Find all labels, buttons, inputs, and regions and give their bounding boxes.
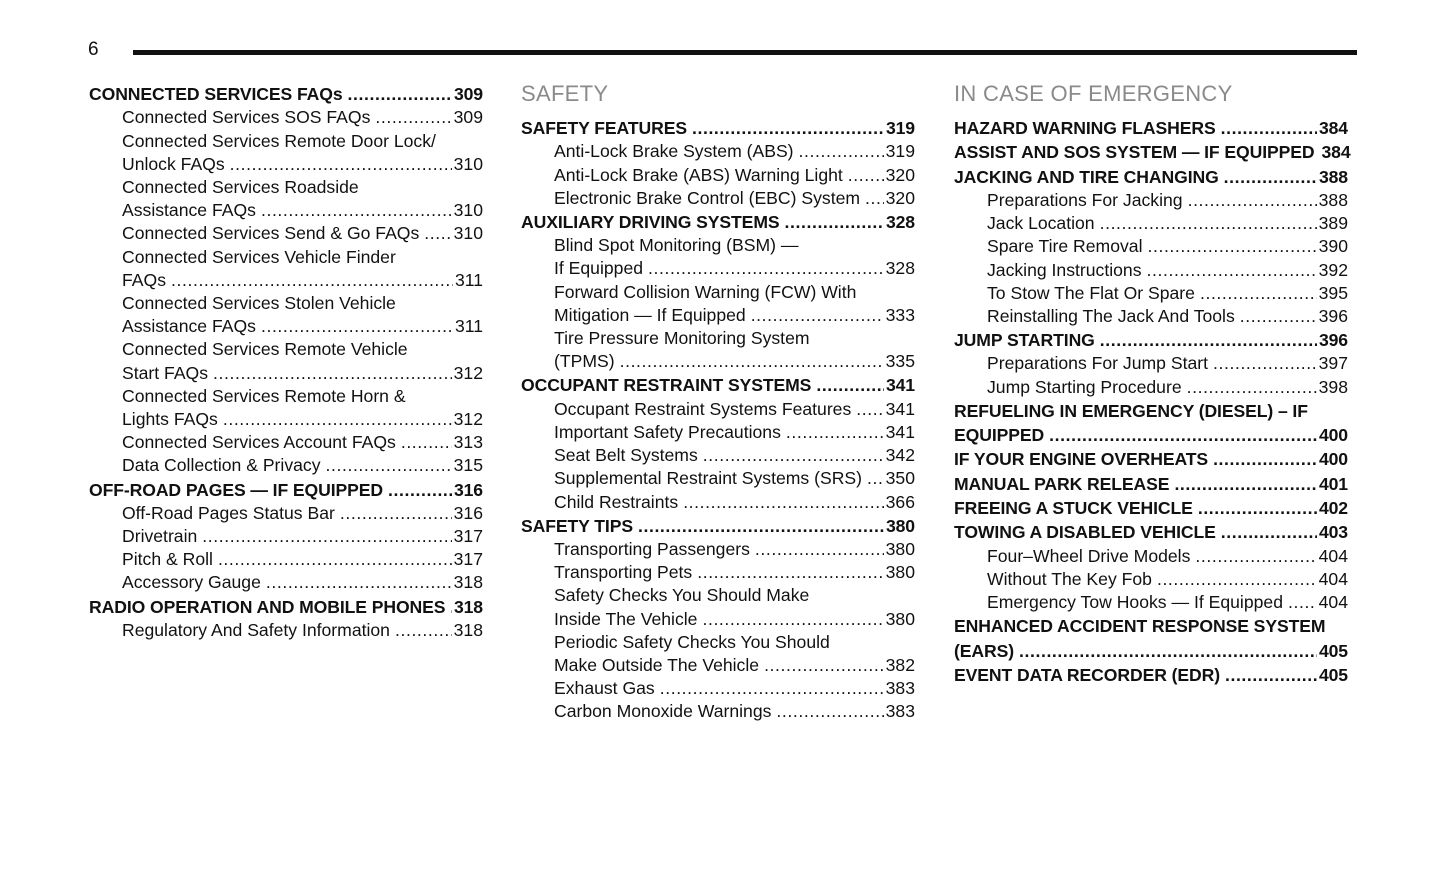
dot-leader [1224,165,1317,189]
toc-entry-title: Without The Key Fob [987,568,1152,589]
toc-sub-entry[interactable] [954,259,1348,282]
toc-main-entry[interactable] [521,116,915,140]
toc-list [954,116,1351,687]
toc-page-number: 318 [453,596,483,617]
toc-page-number: 328 [885,211,915,232]
toc-page-number: 395 [1318,282,1348,303]
toc-sub-entry[interactable] [89,106,483,129]
toc-entry-title: Data Collection & Privacy [122,455,321,476]
toc-page-number: 319 [885,118,915,138]
dot-leader [867,467,884,490]
toc-page-number: 396 [1318,330,1348,351]
toc-main-entry[interactable] [954,447,1348,471]
toc-sub-entry[interactable] [89,292,483,338]
toc-entry-title: Accessory Gauge [122,572,261,593]
toc-sub-entry[interactable] [89,385,483,431]
toc-page-number: 388 [1318,166,1348,187]
dot-leader [702,608,883,631]
toc-entry-title: Transporting Passengers [554,539,750,560]
toc-entry-title: IF YOUR ENGINE OVERHEATS [954,449,1209,470]
toc-sub-entry[interactable] [521,677,915,700]
toc-page-number: 384 [1321,142,1351,163]
dot-leader [799,140,884,163]
toc-entry-title: Connected Services Account FAQs [122,432,396,453]
toc-main-entry[interactable] [954,663,1348,687]
toc-sub-entry[interactable] [521,140,915,163]
toc-page-number: 341 [885,398,915,419]
dot-leader [218,548,452,571]
toc-page-number: 316 [453,479,483,500]
dot-leader [1288,591,1317,614]
toc-page-number: 404 [1318,568,1348,589]
toc-sub-entry[interactable] [89,176,483,222]
toc-entry-title: EQUIPPED [954,425,1045,446]
dot-leader [223,408,452,431]
toc-entry-title: Supplemental Restraint Systems (SRS) [554,468,863,489]
toc-page-number: 380 [885,515,915,536]
toc-entry-title: Start FAQs [122,362,209,383]
toc-entry-title: Anti-Lock Brake (ABS) Warning Light [554,164,843,185]
toc-sub-entry[interactable] [954,282,1348,305]
dot-leader [1100,212,1317,235]
toc-entry-title: Occupant Restraint Systems Features [554,398,852,419]
dot-leader [692,116,884,140]
toc-page-number: 309 [453,84,483,104]
toc-page-number: 400 [1318,449,1348,470]
toc-sub-entry[interactable] [521,187,915,210]
toc-main-entry[interactable] [954,496,1348,520]
toc-entry-title: Seat Belt Systems [554,445,698,466]
toc-page-number: 328 [885,258,915,279]
toc-list [89,82,483,642]
toc-page-number: 333 [885,304,915,325]
toc-entry-title: JUMP STARTING [954,330,1095,351]
toc-sub-entry[interactable] [521,234,915,280]
toc-sub-entry[interactable] [521,327,915,373]
toc-main-entry[interactable] [89,82,483,106]
toc-entry-title: Jacking Instructions [987,259,1142,280]
toc-sub-entry[interactable] [954,189,1348,212]
toc-sub-entry[interactable] [521,398,915,421]
toc-entry-title: Carbon Monoxide Warnings [554,701,772,722]
toc-page-number: 403 [1318,522,1348,543]
toc-sub-entry[interactable] [954,568,1348,591]
toc-entry-title: Periodic Safety Checks You Should [554,631,830,652]
toc-page-number: 383 [885,678,915,699]
dot-leader [261,315,453,338]
toc-entry-title: SAFETY TIPS [521,515,633,536]
toc-entry-title: Connected Services SOS FAQs [122,107,371,128]
toc-entry-title: Connected Services Vehicle Finder [122,246,396,267]
dot-leader [401,431,452,454]
toc-main-entry[interactable] [954,614,1348,663]
dot-leader [1147,259,1317,282]
toc-page-number: 311 [454,316,483,337]
toc-page-number: 350 [885,468,915,489]
dot-leader [326,454,452,477]
toc-entry-title: JACKING AND TIRE CHANGING [954,166,1219,187]
toc-entry-title: Connected Services Roadside [122,176,359,197]
toc-sub-entry[interactable] [954,545,1348,568]
toc-entry-title: Assistance FAQs [122,200,256,221]
toc-entry-title: MANUAL PARK RELEASE [954,473,1170,494]
toc-entry-title: Child Restraints [554,491,679,512]
toc-sub-entry[interactable] [521,281,915,327]
toc-page-number: 318 [453,619,483,640]
toc-sub-entry[interactable] [89,454,483,477]
toc-page-number: 320 [885,187,915,208]
toc-entry-title: EVENT DATA RECORDER (EDR) [954,664,1220,685]
dot-leader [1174,472,1317,496]
toc-sub-entry[interactable] [521,538,915,561]
toc-page-number: 382 [885,655,915,676]
toc-page-number: 398 [1318,376,1348,397]
dot-leader [751,304,884,327]
toc-entry-title: Connected Services Remote Door Lock/ [122,130,436,151]
dot-leader [1200,282,1317,305]
toc-entry-title: Pitch & Roll [122,549,213,570]
toc-entry-title: If Equipped [554,258,644,279]
toc-page-number: 311 [454,269,483,290]
toc-entry-title: AUXILIARY DRIVING SYSTEMS [521,211,780,232]
toc-page-number: 389 [1318,213,1348,234]
section-title-safety: SAFETY [521,81,609,106]
toc-main-entry[interactable] [954,520,1348,544]
toc-page-number: 316 [453,502,483,523]
toc-page-number: 400 [1318,425,1348,446]
toc-sub-entry[interactable] [954,305,1348,328]
dot-leader [1213,352,1317,375]
toc-entry-title: HAZARD WARNING FLASHERS [954,118,1216,138]
toc-page-number: 366 [885,491,915,512]
toc-entry-title: Inside The Vehicle [554,608,698,629]
toc-entry-title: Reinstalling The Jack And Tools [987,305,1235,326]
toc-sub-entry[interactable] [521,584,915,630]
toc-sub-entry[interactable] [89,571,483,594]
dot-leader [848,164,884,187]
toc-page-number: 341 [885,421,915,442]
toc-page-number: 335 [885,351,915,372]
toc-page-number: 380 [885,562,915,583]
dot-leader [340,502,452,525]
dot-leader [865,187,884,210]
toc-entry-title: Blind Spot Monitoring (BSM) — [554,235,799,256]
toc-entry-title: Emergency Tow Hooks — If Equipped [987,592,1283,612]
toc-sub-entry[interactable] [954,352,1348,375]
dot-leader [261,199,452,222]
toc-entry-title: ENHANCED ACCIDENT RESPONSE SYSTEM [954,616,1326,637]
dot-leader [424,222,451,245]
dot-leader [1240,305,1317,328]
toc-entry-title: Important Safety Precautions [554,421,781,442]
dot-leader [266,571,452,594]
toc-entry-title: Electronic Brake Control (EBC) System [554,187,861,208]
toc-page-number: 396 [1318,305,1348,326]
dot-leader [375,106,451,129]
toc-sub-entry[interactable] [89,130,483,176]
toc-sub-entry[interactable] [954,591,1348,614]
toc-entry-title: Preparations For Jacking [987,189,1183,210]
toc-sub-entry[interactable] [954,212,1348,235]
toc-column-1 [89,82,483,642]
toc-page-number: 320 [885,164,915,185]
toc-page-number: 388 [1318,189,1348,210]
dot-leader [683,491,883,514]
toc-page-number: 401 [1318,473,1348,494]
toc-sub-entry[interactable] [521,164,915,187]
toc-page-number: 313 [453,432,483,453]
dot-leader [1147,235,1316,258]
toc-page-number: 309 [453,107,483,128]
toc-entry-title: (TPMS) [554,351,615,372]
dot-leader [388,478,452,502]
toc-page-number: 310 [453,153,483,174]
dot-leader [638,514,884,538]
toc-page-number: 312 [453,362,483,383]
toc-sub-entry[interactable] [521,444,915,467]
toc-sub-entry[interactable] [954,376,1348,399]
dot-leader [1188,189,1317,212]
dot-leader [755,538,884,561]
toc-entry-title: Anti-Lock Brake System (ABS) [554,141,794,162]
toc-entry-title: Transporting Pets [554,562,693,583]
toc-entry-title: Assistance FAQs [122,316,256,337]
toc-page-number: 317 [453,526,483,547]
toc-column-2 [521,82,915,724]
dot-leader [1100,328,1317,352]
dot-leader [1221,116,1317,140]
toc-main-entry[interactable] [521,373,915,397]
toc-page-number: 341 [885,375,915,396]
dot-leader [1187,376,1317,399]
toc-sub-entry[interactable] [521,491,915,514]
toc-main-entry[interactable] [521,210,915,234]
toc-entry-title: REFUELING IN EMERGENCY (DIESEL) – IF [954,400,1308,421]
toc-entry-title: TOWING A DISABLED VEHICLE [954,522,1216,543]
toc-entry-title: Drivetrain [122,526,198,547]
dot-leader [230,153,452,176]
dot-leader [1213,447,1317,471]
dot-leader [648,257,884,280]
toc-sub-entry[interactable] [521,467,915,490]
toc-main-entry[interactable] [954,472,1348,496]
dot-leader [703,444,884,467]
toc-entry-title: Connected Services Send & Go FAQs [122,223,420,244]
toc-entry-title: Connected Services Remote Vehicle [122,339,408,360]
toc-main-entry[interactable] [89,478,483,502]
toc-main-entry[interactable] [954,399,1348,448]
dot-leader [1019,639,1317,663]
dot-leader [395,619,452,642]
top-rule [133,50,1357,55]
toc-page-number: 380 [885,539,915,560]
dot-leader [450,595,452,619]
toc-entry-title: Connected Services Stolen Vehicle [122,292,396,313]
toc-sub-entry[interactable] [521,700,915,723]
toc-list [521,116,915,724]
dot-leader [1221,520,1317,544]
toc-page-number: 310 [453,223,483,244]
toc-sub-entry[interactable] [521,631,915,677]
toc-main-entry[interactable] [954,165,1348,189]
toc-entry-title: OCCUPANT RESTRAINT SYSTEMS [521,375,812,396]
toc-entry-title: Safety Checks You Should Make [554,585,810,606]
toc-entry-title: Regulatory And Safety Information [122,619,390,640]
toc-entry-title: RADIO OPERATION AND MOBILE PHONES [89,596,446,617]
toc-sub-entry[interactable] [89,525,483,548]
toc-main-entry[interactable] [954,116,1348,140]
dot-leader [1225,663,1317,687]
dot-leader [816,373,884,397]
toc-page-number: 404 [1318,545,1348,566]
toc-page-number: 402 [1318,498,1348,518]
toc-main-entry[interactable] [89,595,483,619]
toc-entry-title: Tire Pressure Monitoring System [554,328,810,349]
toc-entry-title: Jump Starting Procedure [987,376,1182,397]
toc-main-entry[interactable] [954,140,1351,164]
toc-entry-title: SAFETY FEATURES [521,118,687,138]
toc-page-number: 404 [1318,592,1348,612]
toc-page-number: 380 [885,608,915,629]
dot-leader [620,350,884,373]
toc-entry-title: FAQs [122,269,166,290]
toc-page-number: 397 [1318,353,1348,374]
toc-sub-entry[interactable] [89,246,483,292]
dot-leader [348,82,452,106]
dot-leader [1049,423,1317,447]
dot-leader [1195,545,1316,568]
toc-entry-title: Preparations For Jump Start [987,353,1208,374]
toc-entry-title: (EARS) [954,640,1014,661]
toc-sub-entry[interactable] [521,561,915,584]
toc-entry-title: CONNECTED SERVICES FAQs [89,84,343,104]
toc-page-number: 317 [453,549,483,570]
toc-page-number: 384 [1318,118,1348,138]
dot-leader [171,269,453,292]
dot-leader [785,210,884,234]
toc-entry-title: Four–Wheel Drive Models [987,545,1191,566]
toc-page-number: 383 [885,701,915,722]
dot-leader [202,525,451,548]
dot-leader [764,654,884,677]
dot-leader [776,700,883,723]
toc-page-number: 319 [885,141,915,162]
dot-leader [786,421,884,444]
toc-entry-title: OFF-ROAD PAGES — IF EQUIPPED [89,479,384,500]
toc-entry-title: Mitigation — If Equipped [554,304,746,325]
toc-entry-title: Connected Services Remote Horn & [122,385,406,406]
toc-sub-entry[interactable] [89,548,483,571]
toc-sub-entry[interactable] [89,619,483,642]
dot-leader [213,362,452,385]
toc-sub-entry[interactable] [521,421,915,444]
toc-main-entry[interactable] [954,328,1348,352]
toc-sub-entry[interactable] [954,235,1348,258]
toc-entry-title: Jack Location [987,213,1095,234]
toc-entry-title: Exhaust Gas [554,678,655,699]
dot-leader [856,398,883,421]
page-number: 6 [88,39,99,60]
toc-sub-entry[interactable] [89,338,483,384]
toc-entry-title: Lights FAQs [122,408,218,429]
toc-page-number: 310 [453,200,483,221]
toc-page-number: 315 [453,455,483,476]
toc-page-number: 390 [1318,236,1348,257]
section-title-emergency: IN CASE OF EMERGENCY [954,81,1233,106]
toc-entry-title: Spare Tire Removal [987,236,1143,257]
toc-sub-entry[interactable] [89,222,483,245]
toc-entry-title: Unlock FAQs [122,153,225,174]
toc-page-number: 318 [453,572,483,593]
toc-entry-title: Forward Collision Warning (FCW) With [554,281,857,302]
toc-sub-entry[interactable] [89,502,483,525]
dot-leader [1157,568,1317,591]
toc-entry-title: ASSIST AND SOS SYSTEM — IF EQUIPPED [954,142,1315,163]
toc-column-3 [954,81,1351,687]
toc-page-number: 312 [453,408,483,429]
toc-page-number: 405 [1318,664,1348,685]
toc-entry-title: Off-Road Pages Status Bar [122,502,335,523]
toc-entry-title: Make Outside The Vehicle [554,655,760,676]
dot-leader [1198,496,1317,520]
toc-page-number: 342 [885,445,915,466]
toc-sub-entry[interactable] [89,431,483,454]
toc-main-entry[interactable] [521,514,915,538]
dot-leader [697,561,883,584]
dot-leader [660,677,884,700]
toc-page-number: 405 [1318,640,1348,661]
toc-page-number: 392 [1318,259,1348,280]
toc-entry-title: FREEING A STUCK VEHICLE [954,498,1193,518]
toc-entry-title: To Stow The Flat Or Spare [987,282,1195,303]
